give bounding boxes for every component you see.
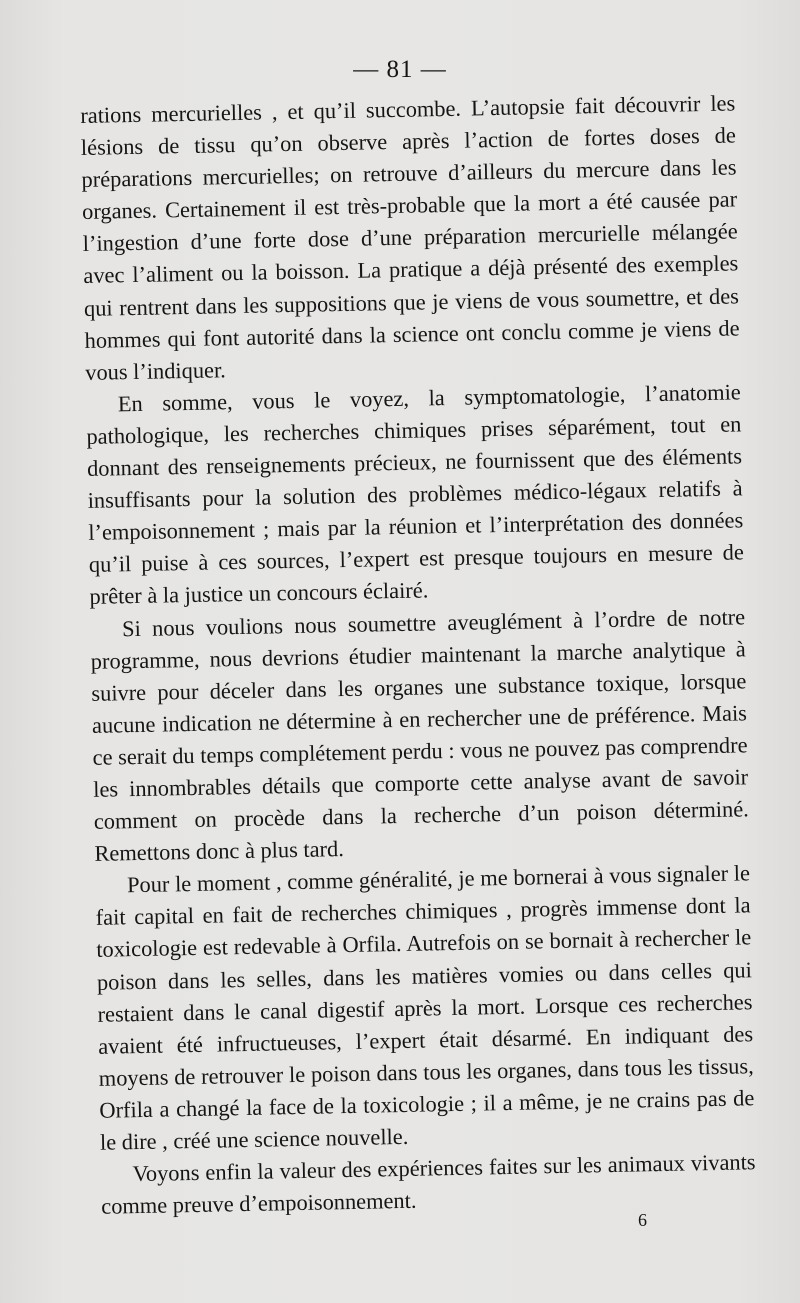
paragraph-2: En somme, vous le voyez, la symptomatologie, l’anatomie pathologique, les recherches chimiques prises séparément, tout en donnant des renseignements précieux, ne fournissent que des éléments insuffisants pour la solution des problèmes médico-légaux relatifs à l’empoisonnement ; mais par la réunion et l’interprétation des données qu’il puise à ces sources, l’expert est presque toujours en mesure de prêter à la justice un concours éclairé. — [86, 379, 745, 610]
page-number: — 81 — — [353, 56, 447, 83]
paragraph-4: Pour le moment , comme généralité, je me bornerai à vous signaler le fait capital en fait de recherches chimiques , progrès immense dont la toxicologie est redevable à Orfila. Autrefois on se bornait à rechercher le poison dans les selles, dans les matières vomies ou dans celles qui restaient dans le canal digestif après la mort. Lorsque ces recherches avaient été infructueuses, l’expert était désarmé. En indiquant des moyens de retrouver le poison dans tous les organes, dans tous les tissus, Orfila a changé la face de la toxicologie ; il a même, je ne crains pas de le dire , créé une science nouvelle. — [95, 860, 755, 1155]
paragraph-3: Si nous voulions nous soumettre aveuglément à l’ordre de notre programme, nous devrions étudier maintenant la marche analytique à suivre pour déceler dans les organes une substance toxique, lorsque aucune indication ne détermine à en rechercher une de préférence. Mais ce serait du temps complétement perdu : vous ne pouvez pas comprendre les innombrables détails que comporte cette analyse avant de savoir comment on procède dans la recherche d’un poison déterminé. Remettons donc à plus tard. — [90, 603, 749, 867]
signature-mark: 6 — [638, 1210, 647, 1230]
paragraph-1: rations mercurielles , et qu’il succombe. L’autopsie fait découvrir les lésions de tissu qu’on observe après l’action de fortes doses de préparations mercurielles; on retrouve d’ailleurs du mercure dans les organes. Certainement il est très-probable que la mort a été causée par l’ingestion d’une forte dose d’une préparation mercurielle mélangée avec l’aliment ou la boisson. La pratique a déjà présenté des exemples qui rentrent dans les suppositions que je viens de vous soumettre, et des hommes qui font autorité dans la science ont conclu comme je viens de vous l’indiquer. — [80, 90, 740, 385]
paragraph-5: Voyons enfin la valeur des expériences faites sur les animaux vivants comme preuve d’empoisonnement. — [101, 1149, 756, 1219]
body-text — [80, 87, 756, 1223]
